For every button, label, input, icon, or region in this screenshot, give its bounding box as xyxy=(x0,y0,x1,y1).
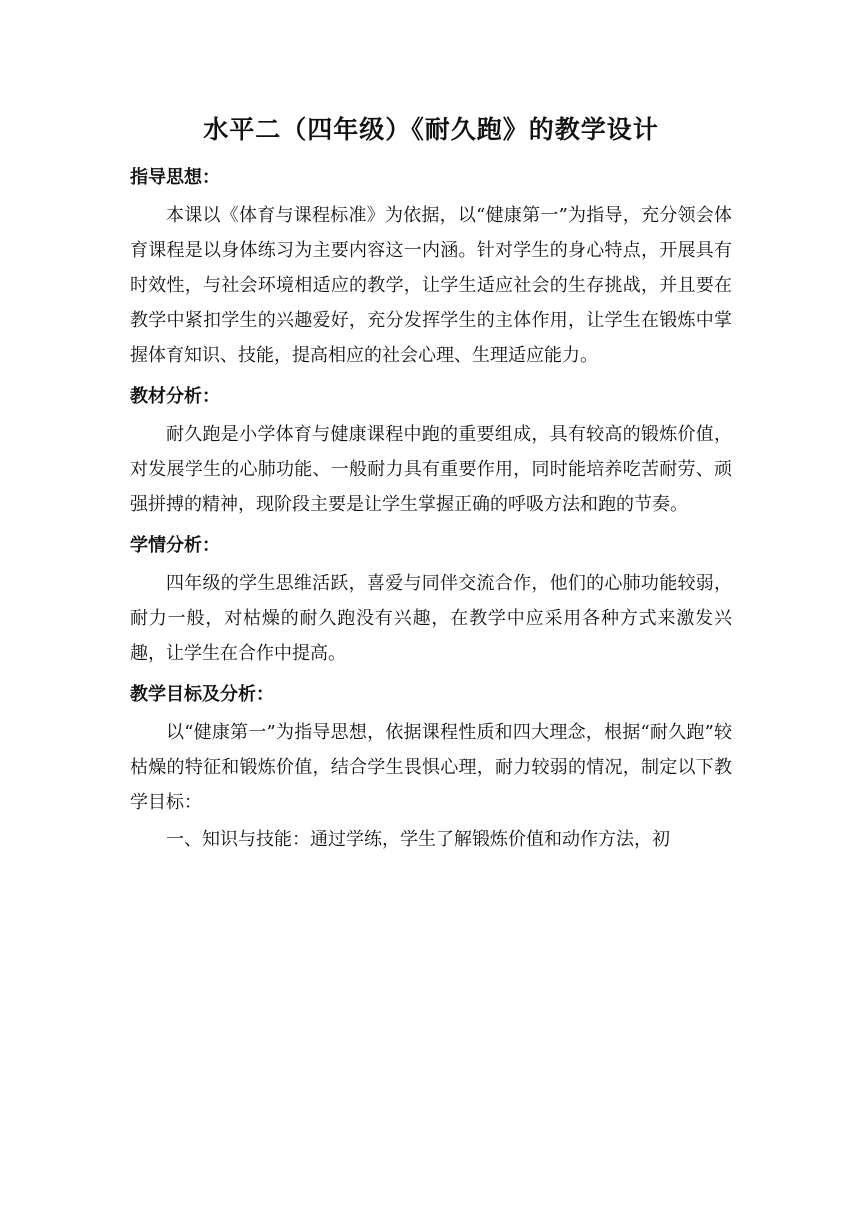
section-heading: 学情分析： xyxy=(130,535,220,556)
section-paragraph: 耐久跑是小学体育与健康课程中跑的重要组成，具有较高的锻炼价值，对发展学生的心肺功能、一般耐力具有重要作用，同时能培养吃苦耐劳、顽强拼搏的精神，现阶段主要是让学生掌握正确的呼吸方法和跑的节奏。 xyxy=(130,424,732,515)
section-paragraph: 本课以《体育与课程标准》为依据，以“健康第一”为指导，充分领会体育课程是以身体练习为主要内容这一内涵。针对学生的身心特点，开展具有时效性，与社会环境相适应的教学，让学生适应社会的生存挑战，并且要在教学中紧扣学生的兴趣爱好，充分发挥学生的主体作用，让学生在锻炼中掌握体育知识、技能，提高相应的社会心理、生理适应能力。 xyxy=(130,205,732,366)
section-teaching-goals xyxy=(130,675,732,857)
section-heading: 教材分析： xyxy=(130,386,220,407)
section-paragraph: 以“健康第一”为指导思想，依据课程性质和四大理念，根据“耐久跑”较枯燥的特征和锻炼价值，结合学生畏惧心理，耐力较弱的情况，制定以下教学目标： xyxy=(130,722,732,813)
section-material-analysis xyxy=(130,377,732,522)
section-guiding-ideology xyxy=(130,158,732,373)
section-heading: 教学目标及分析： xyxy=(130,684,274,705)
section-heading: 指导思想： xyxy=(130,167,220,188)
section-student-analysis xyxy=(130,526,732,671)
section-paragraph: 四年级的学生思维活跃，喜爱与同伴交流合作，他们的心肺功能较弱，耐力一般，对枯燥的耐久跑没有兴趣，在教学中应采用各种方式来激发兴趣，让学生在合作中提高。 xyxy=(130,573,732,664)
document-title: 水平二（四年级）《耐久跑》的教学设计 xyxy=(203,115,659,144)
section-paragraph-knowledge-skill: 一、知识与技能：通过学练，学生了解锻炼价值和动作方法，初 xyxy=(166,829,670,850)
